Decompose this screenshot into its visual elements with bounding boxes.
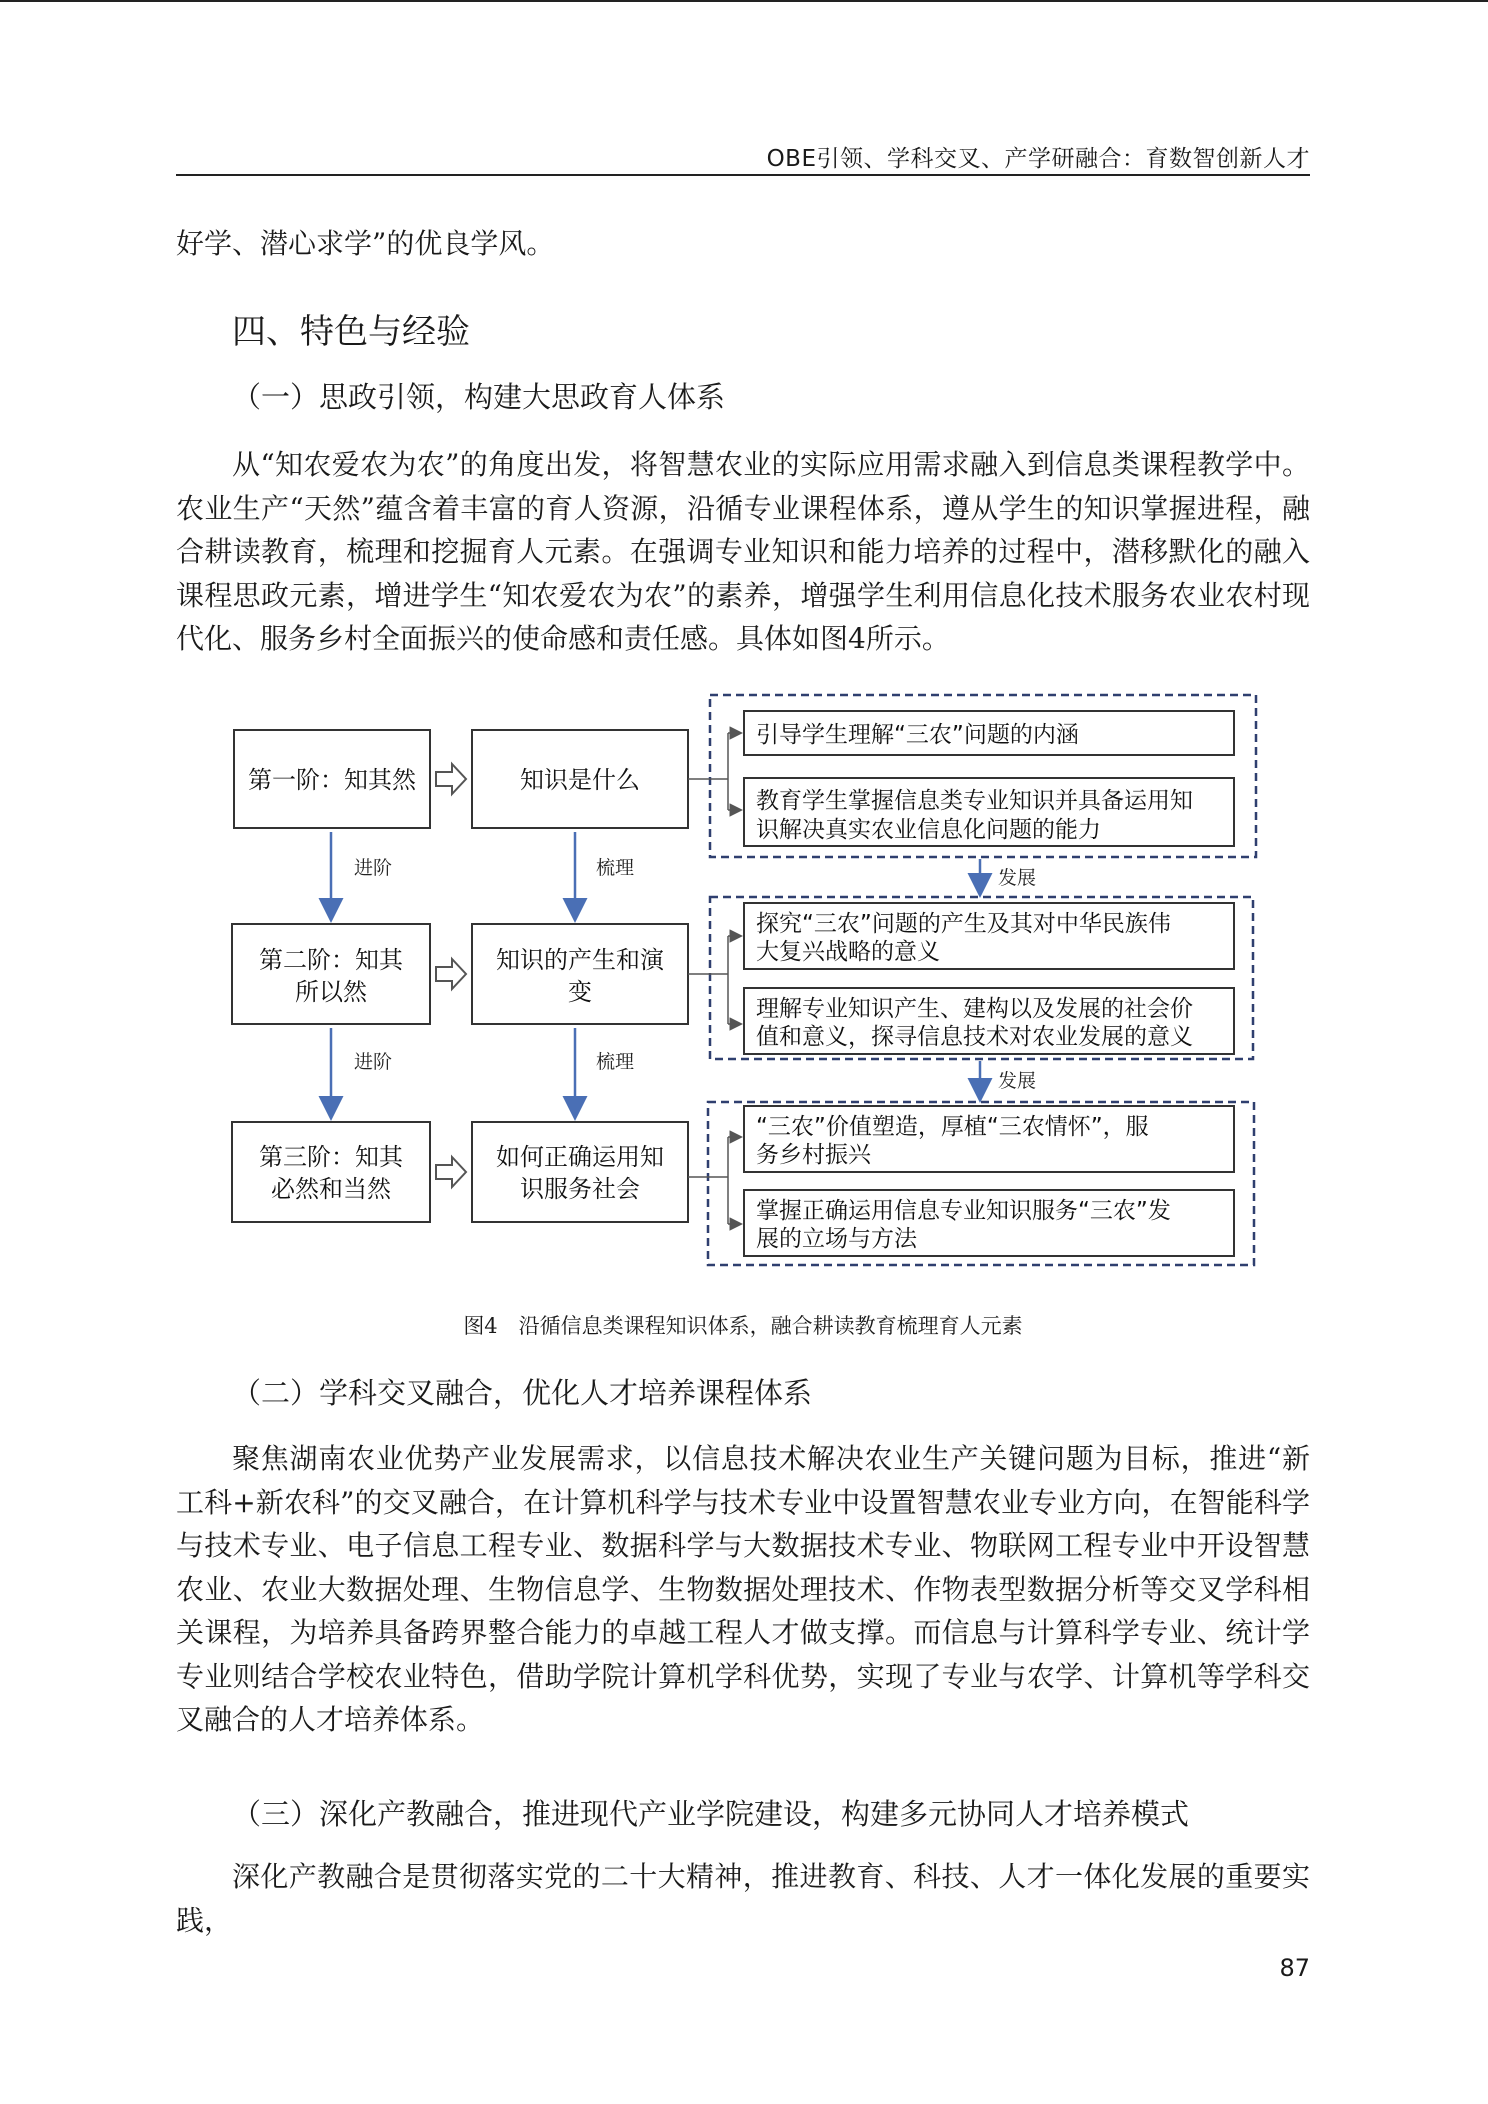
hollow-arrow-1 (436, 764, 466, 794)
stage-3-line-1: 第三阶：知其 (259, 1143, 403, 1171)
hollow-arrow-3 (436, 1157, 466, 1187)
goal-3-2-line-2: 展的立场与方法 (756, 1226, 917, 1252)
knowledge-box-1 (472, 730, 688, 828)
subsection-3-paragraph: 深化产教融合是贯彻落实党的二十大精神，推进教育、科技、人才一体化发展的重要实践， (176, 1860, 1310, 1937)
goal-3-2-line-1: 掌握正确运用信息专业知识服务“三农”发 (756, 1198, 1171, 1224)
stage-box-2 (232, 924, 430, 1024)
stage-2-line-2: 所以然 (295, 978, 367, 1006)
stage-box-3 (232, 1122, 430, 1222)
goal-3-1-line-1: “三农”价值塑造，厚植“三农情怀”，服 (756, 1114, 1149, 1140)
stage-3-line-2: 必然和当然 (271, 1175, 391, 1203)
goal-3-1-line-2: 务乡村振兴 (756, 1142, 871, 1168)
subsection-1-title: （一）思政引领，构建大思政育人体系 (232, 380, 726, 414)
goal-2-1-line-2: 大复兴战略的意义 (756, 939, 940, 965)
stage-2-line-1: 第二阶：知其 (259, 946, 403, 974)
branch-connector-1 (688, 733, 740, 810)
branch-connector-2 (688, 936, 740, 1024)
page-number: 87 (1279, 1954, 1310, 1982)
goal-1-2-line-1: 教育学生掌握信息类专业知识并具备运用知 (756, 788, 1193, 814)
goal-2-2-line-1: 理解专业知识产生、建构以及发展的社会价 (756, 996, 1193, 1022)
goal-box-3-2 (744, 1190, 1234, 1256)
goal-box-1-1 (744, 711, 1234, 755)
branch-connector-3 (688, 1137, 740, 1224)
advance-label-1: 进阶 (354, 857, 393, 879)
knowledge-box-2 (472, 924, 688, 1024)
section-title: 四、特色与经验 (232, 312, 470, 352)
knowledge-3-line-2: 识服务社会 (520, 1175, 640, 1203)
goal-1-1-line-1: 引导学生理解“三农”问题的内涵 (756, 722, 1079, 748)
subsection-1-paragraph: 从“知农爱农为农”的角度出发，将智慧农业的实际应用需求融入到信息类课程教学中。农业生产“天然”蕴含着丰富的育人资源，沿循专业课程体系，遵从学生的知识掌握进程，融合耕读教育，梳理和挖掘育人元素。在强调专业知识和能力培养的过程中，潜移默化的融入课程思政元素，增进学生“知农爱农为农”的素养，增强学生利用信息化技术服务农业农村现代化、服务乡村全面振兴的使命感和责任感。具体如图4所示。 (176, 448, 1310, 655)
goal-box-2-2 (744, 988, 1234, 1054)
develop-label-1: 发展 (998, 867, 1037, 889)
hollow-arrow-2 (436, 959, 466, 989)
stage-1-text: 第一阶：知其然 (248, 766, 416, 794)
goal-2-1-line-1: 探究“三农”问题的产生及其对中华民族伟 (756, 911, 1171, 937)
knowledge-1-text: 知识是什么 (520, 766, 640, 794)
figure-caption: 图4 沿循信息类课程知识体系，融合耕读教育梳理育人元素 (463, 1314, 1023, 1338)
goal-box-2-1 (744, 903, 1234, 969)
knowledge-3-line-1: 如何正确运用知 (496, 1143, 664, 1171)
goal-2-2-line-2: 值和意义，探寻信息技术对农业发展的意义 (756, 1024, 1193, 1050)
running-title: OBE引领、学科交叉、产学研融合：育数智创新人才 (766, 146, 1310, 172)
knowledge-2-line-1: 知识的产生和演 (496, 946, 664, 974)
subsection-2-paragraph: 聚焦湖南农业优势产业发展需求，以信息技术解决农业生产关键问题为目标，推进“新工科+新农科”的交叉融合，在计算机科学与技术专业中设置智慧农业专业方向，在智能科学与技术专业、电子信息工程专业、数据科学与大数据技术专业、物联网工程专业中开设智慧农业、农业大数据处理、生物信息学、生物数据处理技术、作物表型数据分析等交叉学科相关课程，为培养具备跨界整合能力的卓越工程人才做支撑。而信息与计算科学专业、统计学专业则结合学校农业特色，借助学院计算机学科优势，实现了专业与农学、计算机等学科交叉融合的人才培养体系。 (176, 1442, 1310, 1736)
advance-label-2: 进阶 (354, 1051, 393, 1073)
goal-box-3-1 (744, 1106, 1234, 1172)
knowledge-2-line-2: 变 (568, 978, 592, 1006)
subsection-2-title: （二）学科交叉融合，优化人才培养课程体系 (232, 1376, 813, 1410)
sort-label-1: 梳理 (596, 857, 635, 879)
develop-label-2: 发展 (998, 1070, 1037, 1092)
sort-label-2: 梳理 (596, 1051, 635, 1073)
stage-box-1 (234, 730, 430, 828)
knowledge-box-3 (472, 1122, 688, 1222)
subsection-3-title: （三）深化产教融合，推进现代产业学院建设，构建多元协同人才培养模式 (232, 1797, 1190, 1831)
goal-box-1-2 (744, 778, 1234, 846)
intro-line: 好学、潜心求学”的优良学风。 (176, 227, 555, 260)
goal-1-2-line-2: 识解决真实农业信息化问题的能力 (756, 817, 1101, 843)
